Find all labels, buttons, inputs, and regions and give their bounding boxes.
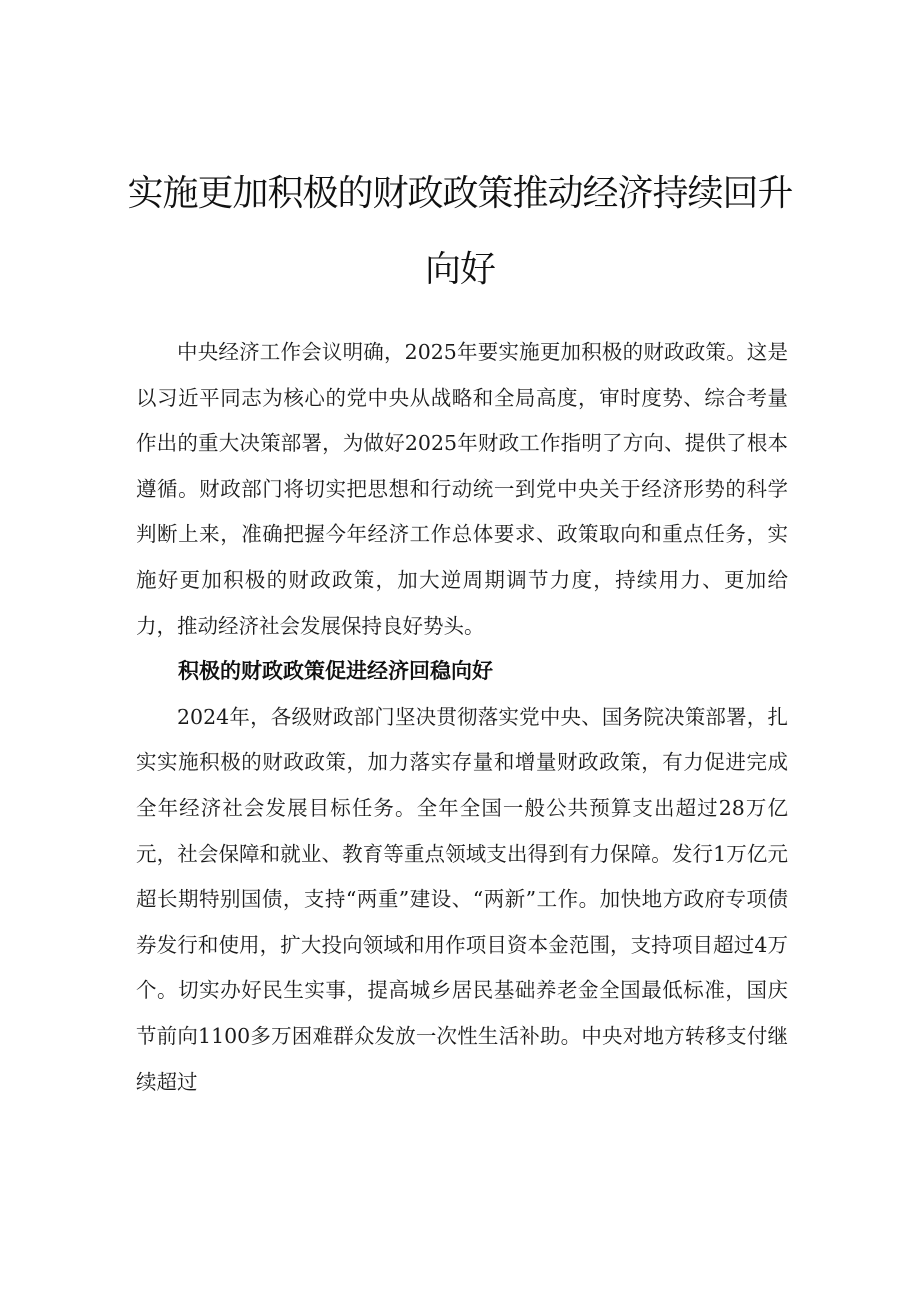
document-body <box>136 330 788 1105</box>
document-title: 实施更加积极的财政政策推动经济持续回升向好 <box>127 173 793 290</box>
intro-paragraph: 中央经济工作会议明确，2025年要实施更加积极的财政政策。这是以习近平同志为核心的党中央从战略和全局高度，审时度势、综合考量作出的重大决策部署，为做好2025年财政工作指明了方向、提供了根本遵循。财政部门将切实把思想和行动统一到党中央关于经济形势的科学判断上来，准确把握今年经济工作总体要求、政策取向和重点任务，实施好更加积极的财政政策，加大逆周期调节力度，持续用力、更加给力，推动经济社会发展保持良好势头。 <box>136 340 788 638</box>
section-heading: 积极的财政政策促进经济回稳向好 <box>178 659 493 684</box>
section-paragraph: 2024年，各级财政部门坚决贯彻落实党中央、国务院决策部署，扎实实施积极的财政政策，加力落实存量和增量财政政策，有力促进完成全年经济社会发展目标任务。全年全国一般公共预算支出超过28万亿元，社会保障和就业、教育等重点领域支出得到有力保障。发行1万亿元超长期特别国债，支持“两重”建设、“两新”工作。加快地方政府专项债券发行和使用，扩大投向领域和用作项目资本金范围，支持项目超过4万个。切实办好民生实事，提高城乡居民基础养老金全国最低标准，国庆节前向1100多万困难群众发放一次性生活补助。中央对地方转移支付继续超过 <box>136 704 788 1094</box>
